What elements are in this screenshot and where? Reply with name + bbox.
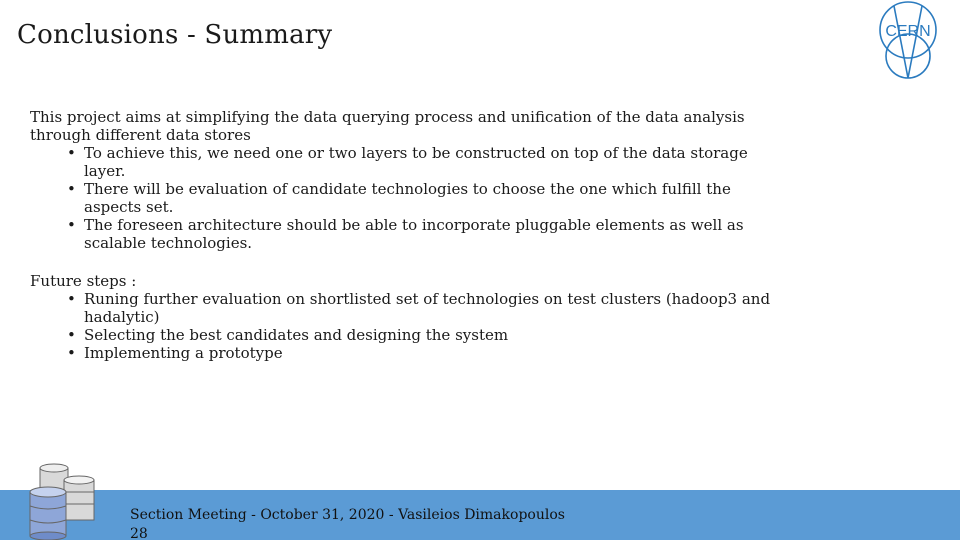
slide-title: Conclusions - Summary: [17, 20, 333, 50]
future-steps-list: [30, 290, 790, 362]
list-item: • Runing further evaluation on shortlisted set of technologies on test clusters (hadoop3 and hadalytic): [67, 290, 771, 326]
list-item: • The foreseen architecture should be able to incorporate pluggable elements as well as scalable technologies.: [67, 216, 744, 252]
bullet-icon: •: [67, 144, 76, 162]
slide-body: [30, 108, 790, 362]
bullet-icon: •: [67, 216, 76, 234]
list-item: • To achieve this, we need one or two layers to be constructed on top of the data storage layer.: [67, 144, 748, 180]
intro-paragraph: This project aims at simplifying the data querying process and unification of the data analysis through different data stores: [30, 108, 745, 144]
list-item: • Implementing a prototype: [67, 344, 283, 362]
list-item: • There will be evaluation of candidate technologies to choose the one which fulfill the aspects set.: [67, 180, 731, 216]
logo-text: CERN: [885, 23, 931, 40]
list-item: • Selecting the best candidates and designing the system: [67, 326, 509, 344]
page-number: 28: [130, 526, 148, 542]
bullet-icon: •: [67, 326, 76, 344]
bullet-icon: •: [67, 290, 76, 308]
future-steps-heading: Future steps :: [30, 272, 137, 290]
footer-text: [130, 506, 565, 544]
bullet-icon: •: [67, 344, 76, 362]
summary-bullet-list: [30, 144, 790, 252]
database-stack-icon: [24, 462, 98, 540]
footer-meeting-info: Section Meeting - October 31, 2020 - Vasileios Dimakopoulos: [130, 507, 565, 523]
bullet-icon: •: [67, 180, 76, 198]
cern-logo-icon: [872, 0, 944, 80]
